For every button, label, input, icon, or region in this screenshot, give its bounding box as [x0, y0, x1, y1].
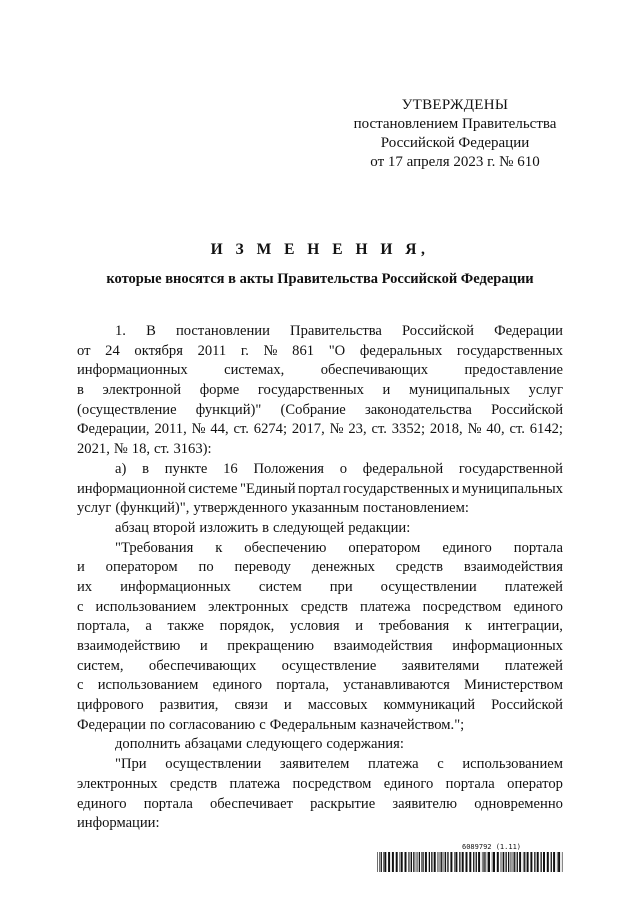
barcode-bar — [493, 852, 495, 872]
barcode-bar — [410, 852, 411, 872]
body-word: № — [263, 342, 278, 359]
body-word: средств — [300, 598, 348, 615]
body-word: и — [283, 697, 292, 714]
body-word: постановлении — [175, 323, 270, 339]
body-word: муниципальных — [408, 382, 510, 399]
document-body — [77, 322, 563, 834]
body-word: 44, — [210, 421, 229, 438]
body-word: услуг — [528, 382, 563, 399]
body-word: и — [451, 480, 460, 497]
approval-block — [350, 96, 560, 172]
body-word: дополнить — [115, 736, 181, 753]
barcode-bar — [405, 852, 407, 872]
barcode-bar — [534, 852, 535, 872]
body-word: Министерством — [464, 677, 563, 694]
body-word: обеспечению — [244, 539, 327, 556]
body-word: муниципальных — [461, 480, 563, 497]
body-word: ст. — [371, 421, 387, 438]
body-word: платежа — [368, 756, 419, 773]
body-word: (Собрание — [280, 401, 346, 418]
barcode-bar — [419, 852, 420, 872]
barcode-bar — [379, 852, 380, 872]
body-word: "О — [328, 342, 346, 359]
barcode-number: 6089792 (1.11) — [462, 843, 522, 851]
document-subtitle: которые вносятся в акты Правительства Российской Федерации — [106, 271, 534, 287]
body-word: коммуникаций — [383, 697, 476, 714]
barcode-bar — [551, 852, 552, 872]
body-word: 3352; — [391, 421, 425, 438]
barcode-bar — [396, 852, 398, 872]
body-word: "При — [115, 756, 147, 773]
barcode-bar — [502, 852, 503, 872]
body-word: осуществление — [281, 657, 377, 674]
barcode-bar — [476, 852, 477, 872]
body-word: портала, — [276, 677, 330, 694]
body-word: переводу — [234, 559, 291, 576]
body-line — [77, 381, 563, 401]
body-word: осуществлении — [380, 578, 477, 595]
body-word: устанавливаются — [343, 677, 450, 694]
barcode-bar — [381, 852, 382, 872]
barcode-bar — [553, 852, 555, 872]
barcode-bar — [487, 852, 488, 872]
body-line — [77, 735, 563, 755]
body-word: к — [215, 539, 223, 556]
barcode-bar — [541, 852, 542, 872]
body-word: государственных — [343, 480, 450, 497]
body-line — [77, 420, 563, 440]
body-word: посредством — [292, 775, 372, 792]
body-word: денежных — [311, 559, 375, 576]
barcode-bar — [417, 852, 418, 872]
body-word: информационных — [77, 362, 188, 379]
body-line — [77, 617, 563, 637]
body-word: от — [77, 342, 91, 359]
barcode-bar — [543, 852, 545, 872]
barcode-bar — [511, 852, 512, 872]
barcode-bar — [459, 852, 460, 872]
body-word: средств — [395, 559, 444, 576]
body-word: ст. — [154, 441, 170, 458]
barcode-bar — [445, 852, 446, 872]
document-title: И З М Е Н Е Н И Я, — [210, 241, 430, 258]
body-word: единого — [442, 539, 492, 556]
body-word: использованием — [97, 677, 199, 694]
barcode-bar — [501, 852, 502, 872]
body-word: с — [77, 598, 84, 615]
body-word: № — [467, 421, 482, 438]
body-word: "Требования — [115, 539, 194, 556]
body-word: указанным — [291, 500, 360, 517]
barcode-bar — [508, 852, 509, 872]
body-word: согласованию — [169, 716, 256, 733]
body-word: абзац — [115, 519, 149, 536]
body-word: форме — [199, 382, 240, 399]
body-word: цифрового — [77, 697, 144, 714]
body-word: № — [329, 421, 344, 438]
barcode-bar — [519, 852, 521, 872]
body-word: в — [77, 382, 84, 399]
body-word: платежей — [504, 578, 563, 595]
body-word: портала — [513, 539, 563, 556]
barcode-bar — [434, 852, 436, 872]
body-line — [77, 814, 563, 834]
body-word: следующей — [273, 519, 345, 536]
body-line — [77, 539, 563, 559]
body-word: 16 — [223, 460, 238, 477]
body-word: системах, — [224, 362, 285, 379]
body-line — [77, 460, 563, 480]
body-word: связи — [234, 697, 268, 714]
body-word: с — [77, 677, 84, 694]
body-word: ст. — [233, 421, 249, 438]
body-word: в — [142, 460, 149, 477]
barcode-bar — [441, 852, 442, 872]
barcode-bar — [455, 852, 457, 872]
body-word: Федерации — [494, 323, 563, 339]
body-line — [77, 480, 563, 500]
body-word: информационной — [77, 480, 186, 497]
body-word: посредством — [422, 598, 502, 615]
body-word: к — [464, 618, 472, 635]
body-line — [77, 637, 563, 657]
barcode-bar — [383, 852, 384, 872]
body-word: 3163): — [173, 441, 212, 458]
body-word: второй — [152, 519, 196, 536]
barcode-bar — [562, 852, 563, 872]
body-word: условия — [289, 618, 340, 635]
body-word: 23, — [348, 421, 367, 438]
body-word: "Единый — [240, 480, 296, 497]
barcode-bar — [523, 852, 524, 872]
barcode-bar — [440, 852, 441, 872]
body-line — [77, 361, 563, 381]
body-line — [77, 558, 563, 578]
body-word: 6142; — [529, 421, 563, 438]
barcode-bar — [466, 852, 468, 872]
barcode-bar — [469, 852, 471, 872]
body-word: систем — [258, 578, 302, 595]
body-word: постановлением: — [363, 500, 469, 517]
body-word: федеральной — [362, 460, 444, 477]
body-word: 18, — [131, 441, 151, 458]
barcode-bar — [492, 852, 493, 872]
body-word: 2017, — [291, 421, 325, 438]
body-word: портала, — [77, 618, 130, 635]
body-word: оператор — [507, 775, 563, 792]
barcode-bar — [506, 852, 507, 872]
barcode-bar — [413, 852, 414, 872]
body-word: интеграции, — [487, 618, 563, 635]
body-word: федеральных — [359, 342, 443, 359]
body-word: предоставление — [464, 362, 563, 379]
body-word: 6274; — [253, 421, 288, 438]
body-word: информационных — [452, 638, 563, 654]
body-word: оператором — [348, 539, 421, 556]
body-word: В — [146, 323, 156, 339]
barcode-bar — [429, 852, 430, 872]
barcode-bar — [447, 852, 448, 872]
body-word: Положения — [253, 460, 325, 477]
barcode-image — [377, 852, 563, 872]
body-word: изложить — [199, 519, 259, 536]
body-word: прекращению — [227, 638, 314, 654]
body-line — [77, 775, 563, 795]
body-word: требования — [378, 618, 450, 635]
body-word: утвержденного — [193, 500, 288, 517]
body-word: услуг — [77, 500, 112, 517]
barcode-bar — [400, 852, 401, 872]
body-line — [77, 676, 563, 696]
body-word: государственной — [458, 460, 563, 477]
barcode-bar — [392, 852, 394, 872]
body-word: редакции: — [348, 519, 411, 536]
body-word: единого — [383, 775, 434, 792]
body-word: информационных — [120, 578, 231, 595]
barcode-bar — [462, 852, 464, 872]
barcode-bar — [497, 852, 499, 872]
body-line — [77, 440, 563, 460]
barcode-bar — [388, 852, 390, 872]
body-word: оператором — [105, 559, 178, 576]
body-word: казначейством."; — [360, 716, 465, 733]
body-word: электронной — [102, 382, 182, 399]
barcode-bar — [438, 852, 439, 872]
body-word: 2018, — [429, 421, 463, 438]
body-word: (осуществление — [77, 401, 177, 418]
barcode-bar — [484, 852, 485, 872]
body-word: раскрытие — [310, 795, 376, 812]
body-word: о — [339, 460, 348, 477]
body-word: портал — [298, 480, 341, 497]
body-word: Российской — [491, 401, 563, 418]
barcode-bar — [513, 852, 514, 872]
body-word: 2021, — [77, 441, 110, 458]
barcode-bar — [408, 852, 409, 872]
body-word: абзацами — [184, 736, 243, 753]
body-word: заявителями — [401, 657, 480, 674]
barcode-bar — [422, 852, 423, 872]
body-word: одновременно — [474, 795, 563, 812]
body-word: единого — [513, 598, 563, 615]
body-word: использованием — [462, 756, 563, 773]
body-word: государственных — [257, 382, 364, 399]
body-word: портала — [445, 775, 495, 792]
barcode-bar — [416, 852, 417, 872]
body-word: государственных — [456, 342, 563, 359]
body-line — [77, 519, 563, 539]
barcode-bar — [530, 852, 532, 872]
body-word: взаимодействию — [77, 638, 181, 654]
body-word: Правительства — [290, 323, 382, 339]
body-word: Федерации, — [77, 421, 150, 438]
body-word: средств — [169, 775, 218, 792]
barcode-bar — [377, 852, 378, 872]
approval-line: постановлением Правительства — [353, 116, 557, 132]
body-word: их — [77, 578, 93, 595]
barcode-bar — [514, 852, 515, 872]
body-word: систем, — [77, 657, 124, 674]
barcode-bar — [503, 852, 504, 872]
body-word: платежа — [229, 775, 281, 792]
body-word: 24 — [105, 342, 120, 359]
body-word: единого — [212, 677, 263, 694]
barcode-bar — [444, 852, 445, 872]
body-word: по — [149, 716, 166, 733]
body-word: № — [113, 441, 128, 458]
body-word: следующего — [246, 736, 323, 753]
body-word: 1. — [115, 323, 126, 339]
body-word: с — [437, 756, 444, 773]
body-word: взаимодействия — [333, 638, 433, 654]
body-word: Российской — [402, 323, 474, 339]
body-word: 2011 — [197, 342, 227, 359]
body-word: в — [262, 519, 270, 536]
body-line — [77, 401, 563, 421]
barcode-bar — [512, 852, 513, 872]
body-line — [77, 342, 563, 362]
body-word: а — [145, 618, 152, 635]
body-word: взаимодействия — [463, 559, 563, 576]
body-word: ст. — [509, 421, 525, 438]
body-word: 2011, — [154, 421, 187, 438]
body-word: законодательства — [364, 401, 472, 418]
body-word: № — [191, 421, 206, 438]
body-word: и — [355, 618, 364, 635]
body-word: с — [259, 716, 266, 733]
body-line — [77, 795, 563, 815]
barcode-bar — [421, 852, 422, 872]
barcode-bar — [454, 852, 455, 872]
barcode-bar — [547, 852, 549, 872]
body-word: осуществлении — [165, 756, 262, 773]
barcode-bar — [557, 852, 558, 872]
barcode-bar — [524, 852, 525, 872]
body-word: 40, — [486, 421, 505, 438]
body-word: портала — [143, 795, 193, 812]
barcode-bar — [439, 852, 440, 872]
body-word: заявителем — [279, 756, 350, 773]
barcode-bar — [483, 852, 484, 872]
body-line — [77, 578, 563, 598]
body-word: при — [329, 578, 353, 595]
barcode-bar — [482, 852, 483, 872]
body-line — [77, 322, 563, 342]
body-word: заявителю — [392, 795, 458, 812]
barcode-bar — [473, 852, 474, 872]
body-word: единого — [77, 795, 127, 812]
body-word: функций)" — [195, 401, 262, 418]
body-word: и — [382, 382, 391, 399]
body-word: системе — [188, 480, 238, 497]
barcode-bar — [537, 852, 539, 872]
body-line — [77, 755, 563, 775]
body-word: обеспечивает — [210, 795, 293, 812]
body-word: Российской — [491, 697, 563, 714]
body-line — [77, 657, 563, 677]
barcode-bar — [517, 852, 518, 872]
body-word: электронных — [208, 598, 289, 615]
barcode-bar — [527, 852, 529, 872]
body-word: и — [199, 638, 208, 654]
barcode-bar — [401, 852, 403, 872]
barcode-bar — [425, 852, 427, 872]
body-word: платежей — [504, 657, 563, 674]
barcode-bar — [558, 852, 560, 872]
body-line — [77, 499, 563, 519]
body-word: также — [167, 618, 205, 635]
body-word: обеспечивающих — [148, 657, 257, 674]
body-word: электронных — [77, 775, 158, 792]
body-word: Федеральным — [269, 716, 357, 733]
body-word: платежа — [359, 598, 411, 615]
body-word: (функций)", — [115, 500, 190, 517]
body-word: развития, — [159, 697, 219, 714]
body-word: содержания: — [326, 736, 404, 753]
body-word: информации: — [77, 815, 160, 832]
body-word: использованием — [95, 598, 197, 615]
body-word: г. — [240, 342, 249, 359]
body-word: обеспечивающих — [320, 362, 429, 379]
barcode-bar — [411, 852, 412, 872]
body-word: а) — [115, 460, 127, 477]
approval-line: Российской Федерации — [380, 135, 530, 151]
barcode-bar — [478, 852, 480, 872]
body-word: пункте — [164, 460, 208, 477]
barcode-bar — [488, 852, 490, 872]
body-word: 861 — [292, 342, 315, 359]
approval-date: от 17 апреля 2023 г. № 610 — [370, 154, 540, 170]
approval-heading: УТВЕРЖДЕНЫ — [401, 97, 509, 113]
body-word: по — [198, 559, 214, 576]
body-line — [77, 598, 563, 618]
body-word: массовых — [307, 697, 368, 714]
body-word: порядок, — [219, 618, 275, 635]
barcode-bar — [450, 852, 452, 872]
body-word: Федерации — [77, 716, 146, 733]
body-line — [77, 696, 563, 716]
body-word: и — [77, 559, 85, 576]
body-word: октября — [134, 342, 183, 359]
body-line — [77, 716, 563, 736]
barcode-bar — [431, 852, 432, 872]
barcode-bar — [384, 852, 386, 872]
